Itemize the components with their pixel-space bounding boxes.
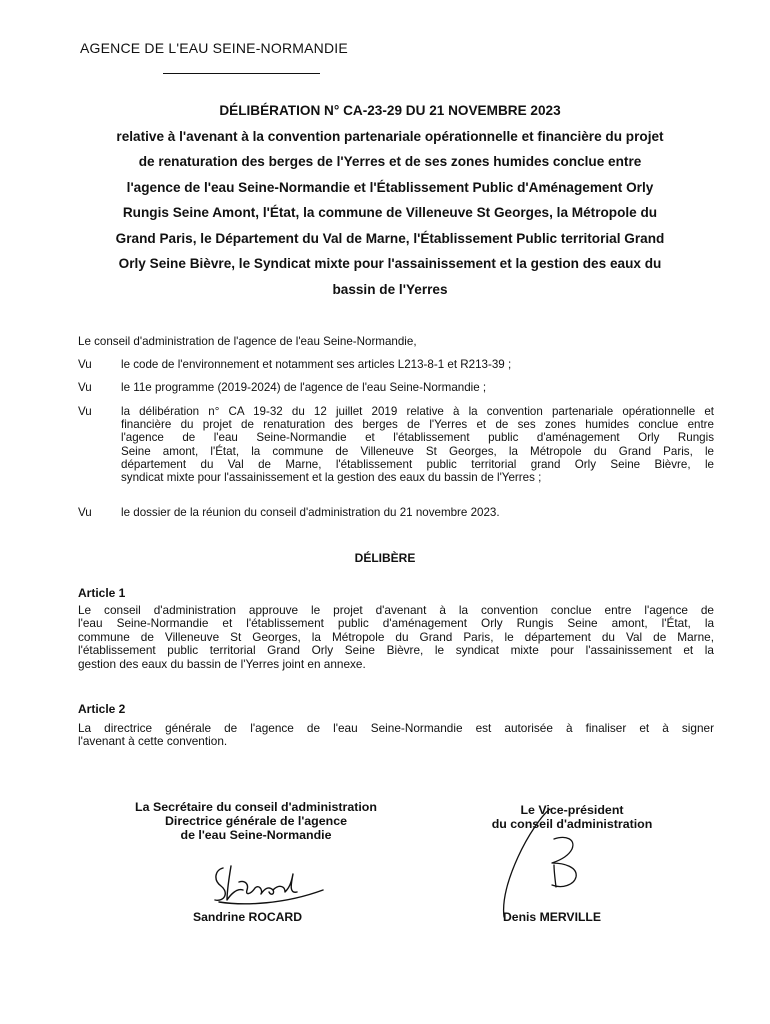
handwritten-signature-right (492, 805, 602, 923)
title-line: de renaturation des berges de l'Yerres et de ses zones humides conclue entre (138, 154, 642, 169)
visa-label: Vu (78, 358, 92, 371)
paragraph-line: gestion des eaux du bassin de l'Yerres joint en annexe. (78, 656, 366, 671)
signatory-title-line: de l'eau Seine-Normandie (180, 827, 332, 842)
title-line: relative à l'avenant à la convention partenariale opérationnelle et financière du projet (116, 128, 664, 144)
title-line: l'agence de l'eau Seine-Normandie et l'Établissement Public d'Aménagement Orly (126, 179, 654, 195)
signatory-title-line: Directrice générale de l'agence (164, 813, 347, 828)
signatory-left-name: Sandrine ROCARD (193, 910, 303, 924)
article-2-heading: Article 2 (78, 702, 126, 716)
signatory-left-title (100, 801, 412, 842)
signatory-title-line: du conseil d'administration (491, 816, 653, 831)
paragraph-line: l'établissement public territorial Grand Orly Seine Bièvre, le syndicat mixte pour l'assainissement et la (78, 643, 714, 658)
visa-label: Vu (78, 506, 92, 519)
delibere-heading: DÉLIBÈRE (354, 551, 416, 565)
visa-label: Vu (78, 381, 92, 394)
title-line: Orly Seine Bièvre, le Syndicat mixte pour l'assainissement et la gestion des eaux du (118, 256, 662, 271)
visa-text-line: l'agence de l'eau Seine-Normandie et l'établissement public d'aménagement Orly Rungis (121, 431, 714, 445)
article-1-heading: Article 1 (78, 586, 126, 600)
title-line: Grand Paris, le Département du Val de Marne, l'Établissement Public territorial Grand (115, 230, 665, 246)
visa-text-line: la délibération n° CA 19-32 du 12 juillet 2019 relative à la convention partenariale opérationnelle et (121, 405, 714, 418)
visa-text: le code de l'environnement et notamment ses articles L213-8-1 et R213-39 ; (121, 358, 512, 371)
signatory-right-name: Denis MERVILLE (503, 910, 601, 924)
visa-text: le 11e programme (2019-2024) de l'agence de l'eau Seine-Normandie ; (121, 381, 487, 394)
title-line: DÉLIBÉRATION N° CA-23-29 DU 21 NOVEMBRE 2023 (219, 103, 561, 118)
paragraph-line: Le conseil d'administration approuve le projet d'avenant à la convention conclue entre l'agence de (78, 603, 714, 617)
signatory-title-line: La Secrétaire du conseil d'administration (135, 800, 377, 814)
intro-paragraph: Le conseil d'administration de l'agence de l'eau Seine-Normandie, (78, 335, 417, 348)
signatory-title-line: Le Vice-président (520, 803, 624, 817)
visa-text-line: financière du projet de renaturation des berges de l'Yerres et de ses zones humides conclue entre (121, 418, 714, 432)
article-2-text (78, 722, 714, 749)
visa-text-line: syndicat mixte pour l'assainissement et la gestion des eaux du bassin de l'Yerres ; (121, 471, 542, 485)
header-rule (163, 73, 320, 74)
title-line: bassin de l'Yerres (332, 281, 448, 297)
paragraph-line: l'eau Seine-Normandie et l'établissement public d'aménagement Orly Rungis Seine amont, l'État, la (78, 616, 714, 631)
paragraph-line: commune de Villeneuve St Georges, la Métropole du Grand Paris, le département du Val de Marne, (78, 629, 714, 644)
paragraph-line: l'avenant à cette convention. (78, 734, 228, 749)
visa-text-line: Seine amont, l'État, la commune de Villeneuve St Georges, la Métropole du Grand Paris, le (121, 444, 714, 458)
handwritten-signature-left (205, 860, 330, 908)
visa-label: Vu (78, 405, 92, 418)
visa-text-line: département du Val de Marne, l'établissement public territorial grand Orly Seine Bièvre, le (121, 457, 714, 471)
title-line: Rungis Seine Amont, l'État, la commune de Villeneuve St Georges, la Métropole du (122, 205, 658, 220)
visa-text: le dossier de la réunion du conseil d'administration du 21 novembre 2023. (121, 506, 500, 519)
agency-header: AGENCE DE L'EAU SEINE-NORMANDIE (80, 40, 348, 56)
article-1-text (78, 604, 714, 671)
deliberation-title (70, 98, 710, 302)
paragraph-line: La directrice générale de l'agence de l'eau Seine-Normandie est autorisée à finaliser et à signer (78, 721, 714, 735)
